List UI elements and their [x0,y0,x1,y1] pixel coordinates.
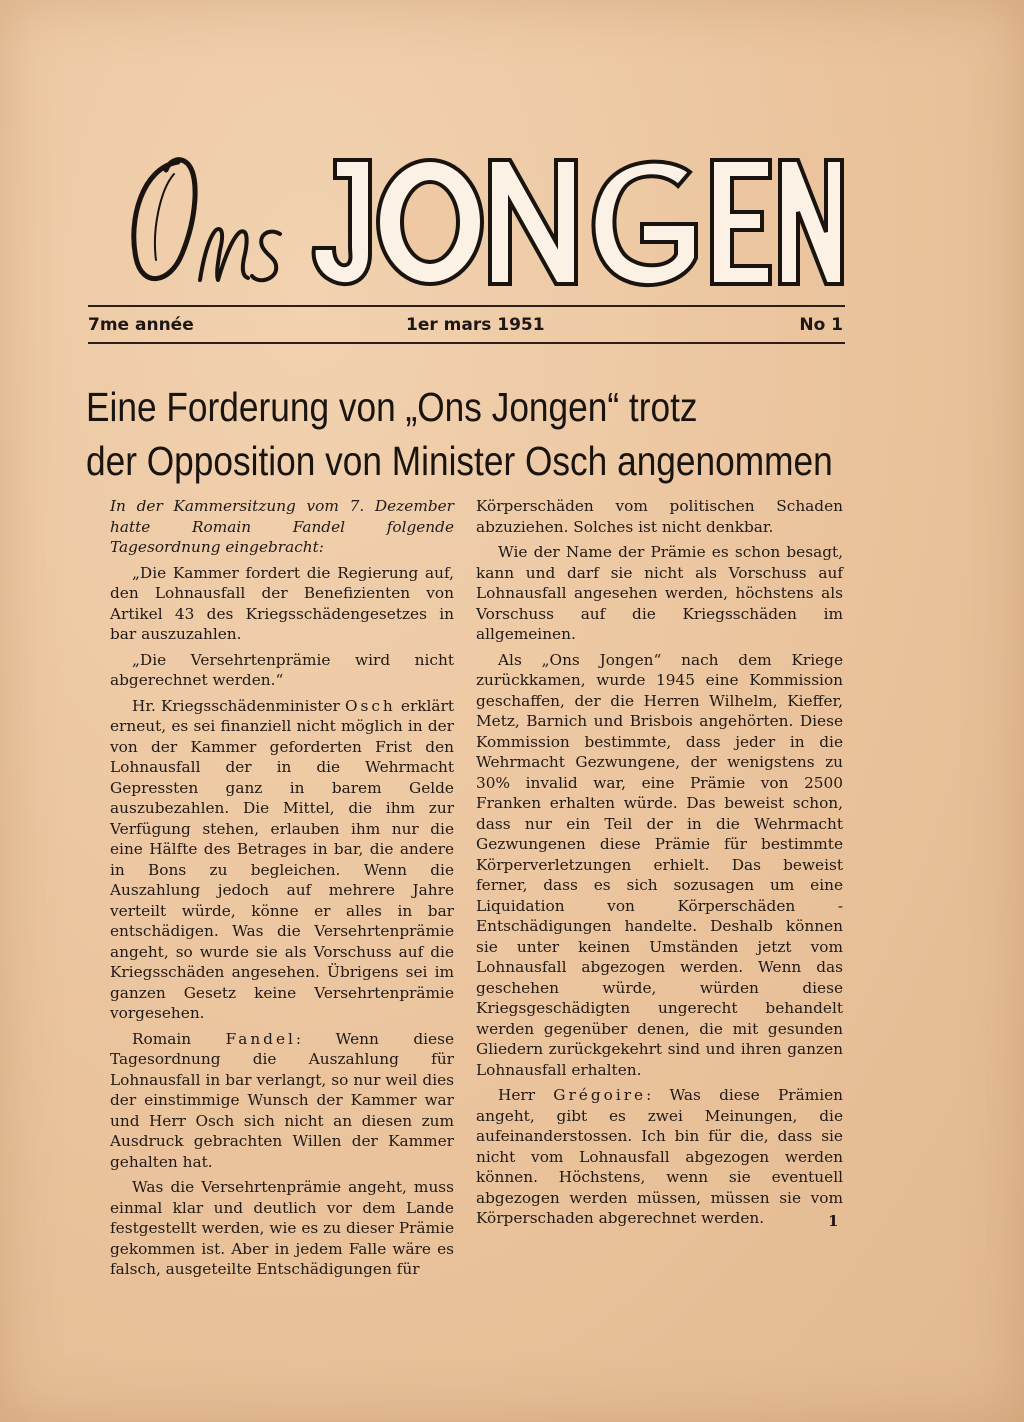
headline-line-2: der Opposition von Minister Osch angenommen [86,438,833,484]
issue-info-bar [88,313,845,339]
masthead-rule-bottom [88,342,845,344]
paragraph-text: : Wenn diese Tagesordnung die Auszahlung für Lohnausfall in bar verlangt, so nur weil dies der einstimmige Wunsch der Kammer war und Herr Osch sich nicht an diesen zum Ausdruck gebrachten Willen der Kammer gehalten hat. [110,1029,454,1171]
article-quote-2: „Die Versehrtenprämie wird nicht abgerechnet werden.“ [110,650,454,689]
article-paragraph [110,696,454,1024]
paragraph-text: Romain [132,1029,226,1048]
page-number: 1 [828,1212,839,1230]
issue-date: 1er mars 1951 [406,315,545,335]
paragraph-text: : Was diese Prämien angeht, gibt es zwei Meinungen, die aufeinanderstossen. Ich bin für die, dass sie nicht vom Lohnausfall abgezogen werden können. Höchstens, wenn sie eventuell abgezogen werden müssen, müssen sie vom Körperschaden abgerechnet werden. [476,1086,843,1227]
masthead-logo [130,150,845,295]
paragraph-text: Herr [498,1086,554,1104]
article-paragraph: Wie der Name der Prämie es schon besagt, kann und darf sie nicht als Vorschuss auf Lohnausfall angesehen werden, höchstens als Vorschuss auf die Kriegsschäden im allgemeinen. [476,543,843,643]
article-paragraph: Was die Versehrtenprämie angeht, muss einmal klar und deutlich vor dem Lande festgestellt werden, wie es zu dieser Prämie gekommen ist. Aber in jedem Falle wäre es falsch, ausgeteilte Entschädigungen für [110,1178,454,1278]
issue-year: 7me année [88,315,194,335]
article-column-left [110,496,454,1285]
ons-jongen-logo-icon [130,150,845,295]
article-paragraph [476,1085,843,1229]
headline-line-1: Eine Forderung von „Ons Jongen“ trotz [86,384,698,430]
article-intro: In der Kammersitzung vom 7. Dezember hatte Romain Fandel folgende Tagesordnung eingebracht: [110,497,454,556]
speaker-name: Osch [344,696,396,715]
article-headline [86,380,833,488]
article-quote-1: „Die Kammer fordert die Regierung auf, den Lohnausfall der Benefizienten von Artikel 43 des Kriegsschädengesetzes in bar auszuzahlen. [110,563,454,643]
article-paragraph: Als „Ons Jongen“ nach dem Kriege zurückkamen, wurde 1945 eine Kommission geschaffen, der die Herren Wilhelm, Kieffer, Metz, Barnich und Brisbois angehörten. Diese Kommission bestimmte, dass jeder in die Wehrmacht Gezwungene, der wenigstens zu 30% invalid war, eine Prämie von 2500 Franken erhalten würde. Das beweist schon, dass nur ein Teil der in die Wehrmacht Gezwungenen diese Prämie für bestimmte Körperverletzungen erhielt. Das beweist ferner, dass es sich sozusagen um eine Liquidation von Körperschäden - Entschädigungen handelte. Deshalb können sie unter keinen Umständen jetzt vom Lohnausfall abgezogen werden. Wenn das geschehen würde, würden diese Kriegsgeschädigten ungerecht behandelt werden gegenüber denen, die mit gesunden Gliedern zurückgekehrt sind und ihren ganzen Lohnausfall erhalten. [476,650,843,1079]
article-paragraph [110,1029,454,1173]
article-paragraph: Körperschäden vom politischen Schaden abzuziehen. Solches ist nicht denkbar. [476,497,843,536]
paragraph-text: erklärt erneut, es sei finanziell nicht möglich in der von der Kammer geforderten Frist den Lohnausfall der in die Wehrmacht Gepressten ganz in barem Gelde auszubezahlen. Die Mittel, die ihm zur Verfügung stehen, erlauben ihm nur die eine Hälfte des Betrages in bar, die andere in Bons zu begleichen. Wenn die Auszahlung jedoch auf mehrere Jahre verteilt würde, könne er alles in bar entschädigen. Was die Versehrtenprämie angeht, so wurde sie als Vorschuss auf die Kriegsschäden angesehen. Übrigens sei im ganzen Gesetz keine Versehrtenprämie vorgesehen. [110,696,454,1022]
paragraph-text: Hr. Kriegsschädenminister [132,696,345,715]
issue-number: No 1 [799,315,843,335]
article-column-right [476,496,843,1234]
speaker-name: Fandel [225,1029,296,1048]
speaker-name: Grégoire [553,1086,647,1104]
masthead-rule-top [88,305,845,307]
